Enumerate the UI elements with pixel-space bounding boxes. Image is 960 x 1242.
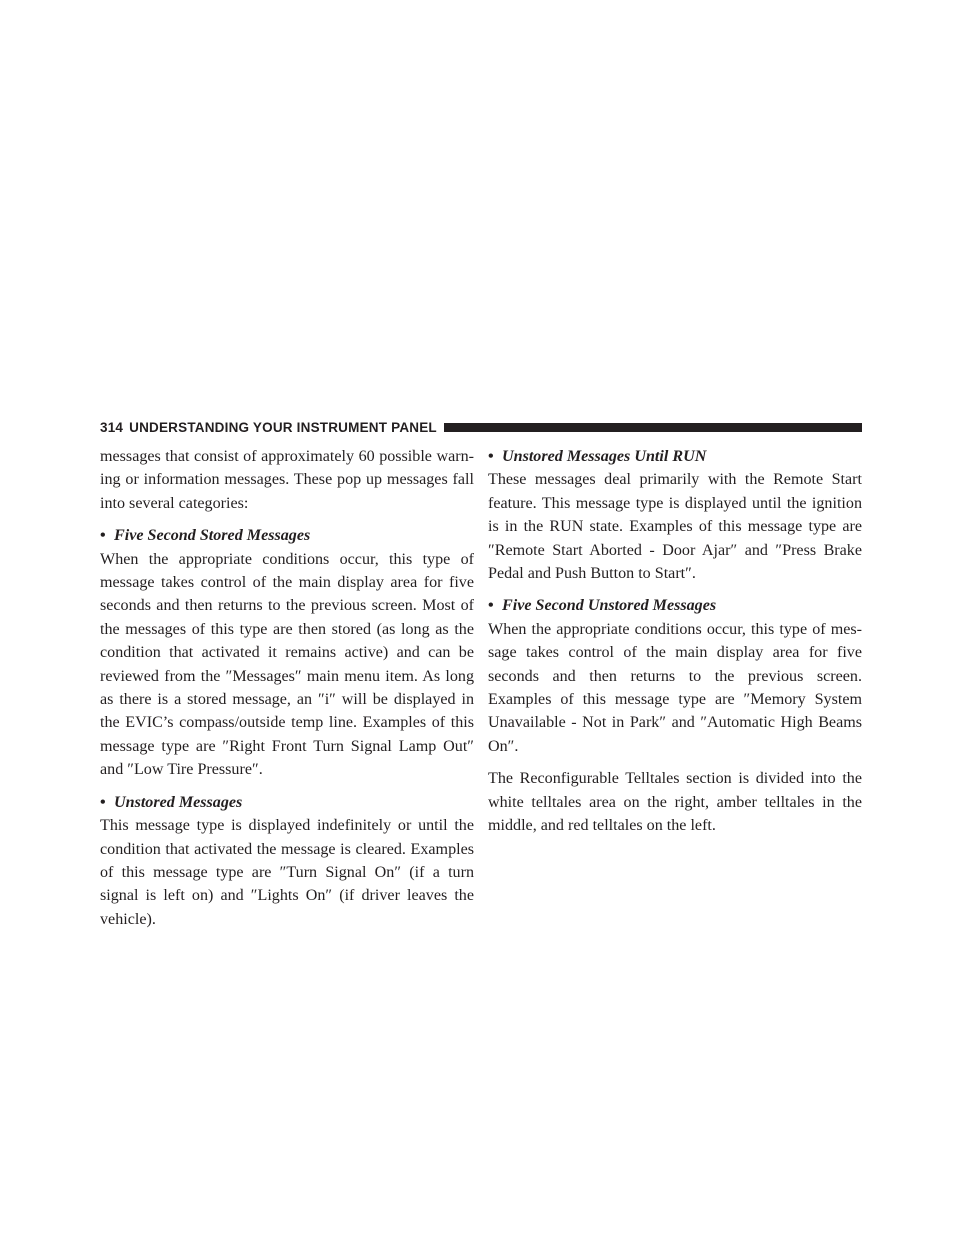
section-heading-text: Five Second Stored Messages [114,527,311,545]
page-number: 314 [100,419,124,435]
section-title: UNDERSTANDING YOUR INSTRUMENT PANEL [129,419,437,435]
section-heading-five-second-unstored [488,594,862,617]
section-heading-text: Five Second Unstored Messages [502,597,717,615]
bullet-icon: • [488,448,494,465]
right-column [488,445,862,838]
bullet-icon: • [488,597,494,615]
section-body-five-second-unstored: When the appropriate conditions occur, this type of mes-sage takes control of the main display area for five seconds and then returns to the previous screen. Examples of this message type are ″Memory System Unavailable - Not in Park″ and ″Automatic High Beams On″. [488,620,862,755]
section-heading-unstored-until-run [488,445,862,468]
bullet-icon: • [100,527,106,545]
section-body-unstored-until-run: These messages deal primarily with the Remote Start feature. This message type is displayed until the ignition is in the RUN state. Examples of this message type are ″Remote Start Aborted - Door Ajar″ and ″Press Brake Pedal and Push Button to Start″. [488,471,862,583]
section-heading-five-second-stored [100,524,474,547]
section-heading-text: Unstored Messages [114,793,243,811]
section-body-unstored: This message type is displayed indefinitely or until the condition that activated the message is cleared. Examples of this message type are ″Turn Signal On″ (if a turn signal is left on) and ″Lights On″ (if driver leaves the vehicle). [100,817,474,928]
intro-paragraph: messages that consist of approximately 60 possible warn-ing or information messages. These pop up messages fall into several categories: [100,448,474,512]
section-heading-text: Unstored Messages Until RUN [502,448,707,465]
closing-paragraph: The Reconfigurable Telltales section is divided into the white telltales area on the right, amber telltales in the middle, and red telltales on the left. [488,770,862,835]
section-body-five-second-stored: When the appropriate conditions occur, this type of message takes control of the main display area for five seconds and then returns to the previous screen. Most of the messages of this type are then stored (as long as the condition that activated it remains active) and can be reviewed from the ″Messages″ main menu item. As long as there is a stored message, an ″i″ will be displayed in the EVIC’s compass/outside temp line. Examples of this message type are ″Right Front Turn Signal Lamp Out″ and ″Low Tire Pressure″. [100,550,474,779]
header-rule [444,423,862,432]
left-column [100,445,474,931]
section-heading-unstored [100,791,474,814]
page-header [100,418,862,436]
bullet-icon: • [100,793,106,811]
